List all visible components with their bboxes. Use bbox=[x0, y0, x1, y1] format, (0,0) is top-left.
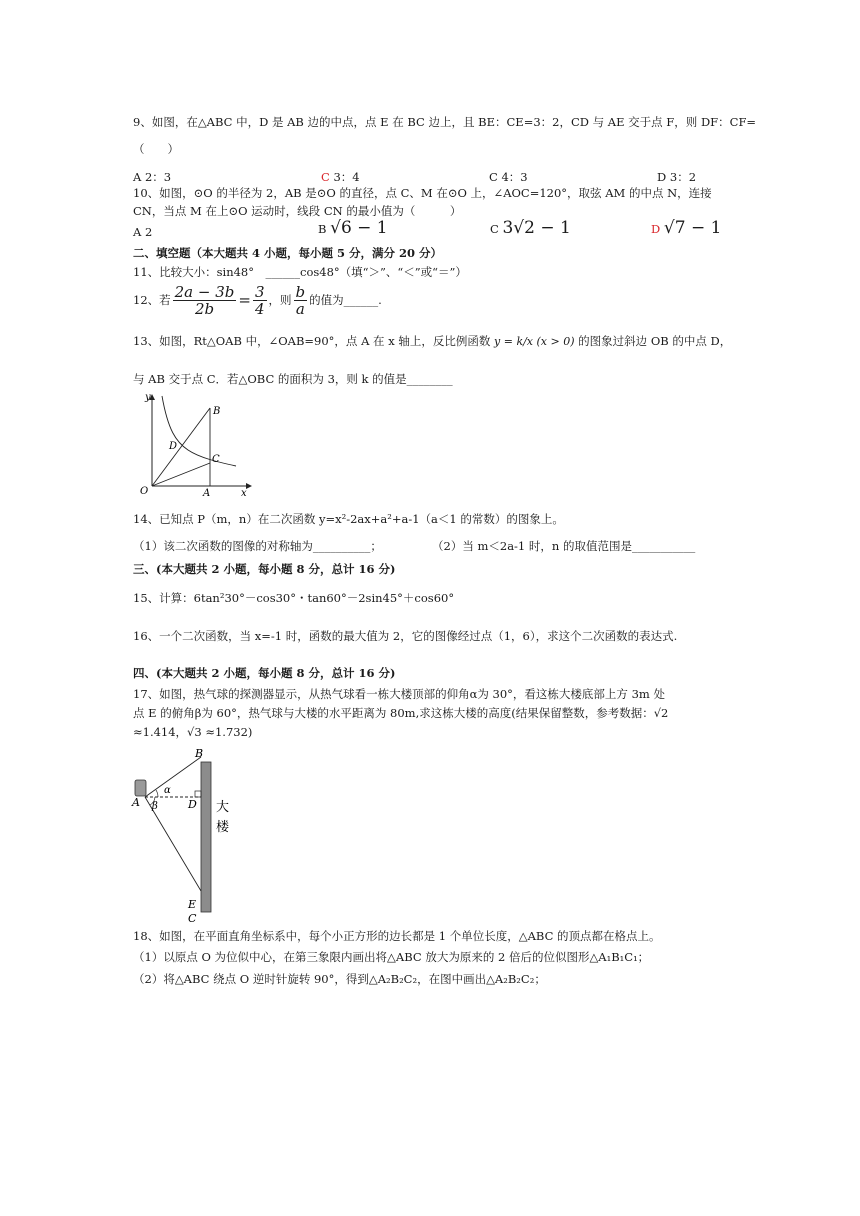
q10-option-a: A 2 bbox=[133, 225, 153, 239]
fig17-label-b: B bbox=[195, 747, 204, 760]
q14-part-1: （1）该二次函数的图像的对称轴为__________； bbox=[133, 539, 382, 553]
q17-line-1: 17、如图，热气球的探测器显示，从热气球看一栋大楼顶部的仰角α为 30°，看这栋大楼底部上方 3m 处 bbox=[133, 687, 665, 701]
fig17-label-building-1: 大 bbox=[216, 800, 230, 815]
fig13-label-o: O bbox=[140, 486, 149, 497]
fig13-label-b: B bbox=[213, 406, 221, 417]
q10-option-b: B √6 − 1 bbox=[318, 218, 388, 238]
q10-option-c: C 3√2 − 1 bbox=[490, 218, 571, 238]
q10-stem-1: 10、如图，⊙O 的半径为 2，AB 是⊙O 的直径，点 C、M 在⊙O 上，∠AOC=120°，取弦 AM 的中点 N，连接 bbox=[133, 186, 712, 200]
fig17-label-beta: β bbox=[152, 801, 158, 812]
q10-stem-2: CN，当点 M 在上⊙O 运动时，线段 CN 的最小值为（ ） bbox=[133, 204, 462, 218]
q12-fraction-1: $\frac{2a - 3b}{2b}$ bbox=[174, 282, 235, 318]
fig17-label-c: C bbox=[188, 912, 197, 925]
fig17-label-a: A bbox=[132, 796, 140, 809]
fig13-label-x: x bbox=[241, 488, 247, 499]
q17-line-2: 点 E 的俯角β为 60°，热气球与大楼的水平距离为 80m,求这栋大楼的高度(结果保留整数，参考数据：√2 bbox=[133, 706, 669, 720]
q11-text: 11、比较大小：sin48° ______cos48°（填“＞”、“＜”或“＝”） bbox=[133, 265, 467, 279]
q13-function: y = k/x (x > 0) bbox=[494, 335, 575, 348]
q9-option-a: A 2：3 bbox=[133, 170, 172, 184]
q12-fraction-3: $\frac{b}{a}$ bbox=[295, 282, 306, 318]
q9-option-b: C 3：4 bbox=[321, 170, 360, 184]
q18-line-2: （1）以原点 O 为位似中心，在第三象限内画出将△ABC 放大为原来的 2 倍后的位似图形△A₁B₁C₁； bbox=[133, 950, 650, 964]
fig13-label-d: D bbox=[169, 441, 178, 452]
section-4-heading: 四、(本大题共 2 小题，每小题 8 分，总计 16 分) bbox=[133, 666, 396, 680]
q13-line-2: 与 AB 交于点 C．若△OBC 的面积为 3，则 k 的值是________ bbox=[133, 372, 453, 386]
q13-line-1: 13、如图，Rt△OAB 中，∠OAB=90°，点 A 在 x 轴上，反比例函数 y = k/x (x > 0) 的图象过斜边 OB 的中点 D， bbox=[133, 334, 732, 348]
q18-line-3: （2）将△ABC 绕点 O 逆时针旋转 90°，得到△A₂B₂C₂，在图中画出△A₂B₂C₂； bbox=[133, 972, 546, 986]
q16-text: 16、一个二次函数，当 x=-1 时，函数的最大值为 2，它的图像经过点（1，6），求这个二次函数的表达式. bbox=[133, 629, 678, 643]
q17-line-3: ≈1.414，√3 ≈1.732) bbox=[133, 725, 253, 739]
section-2-heading: 二、填空题（本大题共 4 小题，每小题 5 分，满分 20 分） bbox=[133, 246, 443, 260]
fig17-label-alpha: α bbox=[164, 785, 171, 796]
q9-paren: （ ） bbox=[133, 142, 179, 156]
section-3-heading: 三、(本大题共 2 小题，每小题 8 分，总计 16 分) bbox=[133, 562, 396, 576]
figure-q17 bbox=[128, 745, 248, 925]
figure-q13 bbox=[128, 390, 258, 500]
q12-text: 12、若 $\frac{2a - 3b}{2b}$ = $\frac{3}{4}$ ，则 $\frac{b}{a}$ 的值为______. bbox=[133, 282, 382, 318]
q12-fraction-2: $\frac{3}{4}$ bbox=[254, 282, 265, 318]
fig13-label-a: A bbox=[203, 488, 211, 499]
q18-line-1: 18、如图，在平面直角坐标系中，每个小正方形的边长都是 1 个单位长度，△ABC 的顶点都在格点上。 bbox=[133, 929, 661, 943]
fig17-label-building-2: 楼 bbox=[216, 820, 230, 835]
q15-text: 15、计算：6tan²30°－cos30°・tan60°－2sin45°＋cos60° bbox=[133, 591, 455, 605]
fig13-label-y: y bbox=[145, 392, 151, 403]
balloon-icon bbox=[135, 780, 146, 796]
q10-option-d: D √7 − 1 bbox=[651, 218, 722, 238]
fig17-label-d: D bbox=[188, 798, 197, 811]
building-rect bbox=[201, 762, 211, 912]
q9-stem: 9、如图，在△ABC 中，D 是 AB 边的中点，点 E 在 BC 边上，且 BE：CE=3：2，CD 与 AE 交于点 F，则 DF：CF= bbox=[133, 115, 757, 129]
fig17-label-e: E bbox=[188, 898, 197, 911]
q14-stem: 14、已知点 P（m，n）在二次函数 y=x²-2ax+a²+a-1（a＜1 的常数）的图象上。 bbox=[133, 512, 564, 526]
q14-part-2: （2）当 m＜2a-1 时，n 的取值范围是___________ bbox=[432, 539, 696, 553]
fig13-label-c: C bbox=[212, 454, 220, 465]
q9-option-d: D 3：2 bbox=[657, 170, 697, 184]
q9-option-c: C 4：3 bbox=[489, 170, 528, 184]
